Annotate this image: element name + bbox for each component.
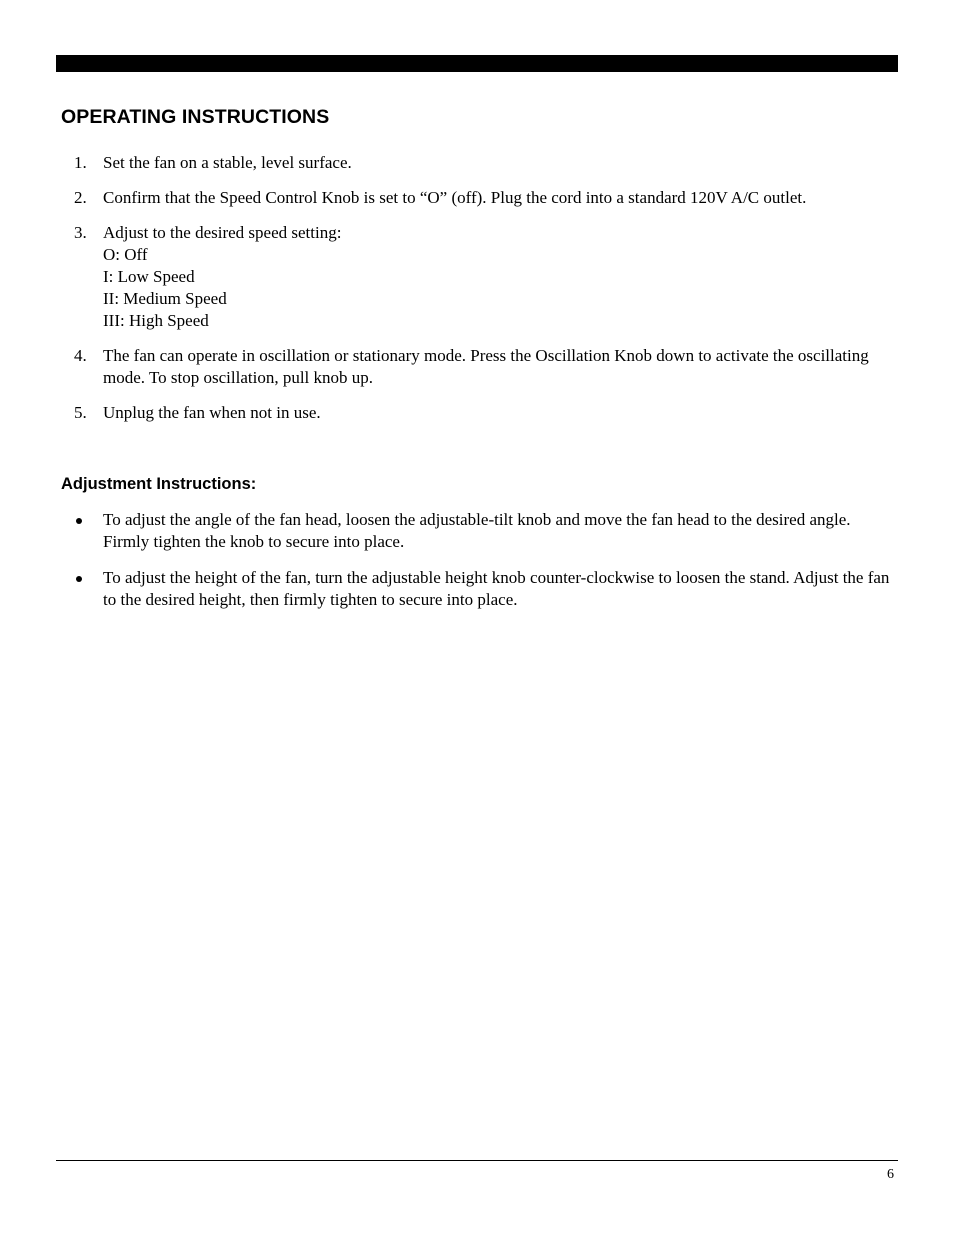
header-bar xyxy=(56,55,898,72)
step-text: Unplug the fan when not in use. xyxy=(103,403,321,422)
bullet-icon xyxy=(76,518,82,524)
list-item xyxy=(0,222,954,332)
list-item xyxy=(0,402,954,424)
list-item xyxy=(0,345,954,389)
bullet-text: To adjust the height of the fan, turn the adjustable height knob counter-clockwise to loosen the stand. Adjust the fan to the desired height, then firmly tighten to secure into place. xyxy=(103,568,890,609)
step-number: 4. xyxy=(74,346,87,365)
step-number: 5. xyxy=(74,403,87,422)
bullet-text: To adjust the angle of the fan head, loosen the adjustable-tilt knob and move the fan head to the desired angle. Firmly tighten the knob to secure into place. xyxy=(103,510,851,551)
list-item xyxy=(0,567,954,611)
adjustment-list xyxy=(0,509,954,625)
list-item xyxy=(0,152,954,174)
speed-setting-low: I: Low Speed xyxy=(103,267,195,286)
step-number: 3. xyxy=(74,223,87,242)
step-text: Set the fan on a stable, level surface. xyxy=(103,153,352,172)
step-number: 2. xyxy=(74,188,87,207)
step-text: The fan can operate in oscillation or stationary mode. Press the Oscillation Knob down to activate the oscillating mode. To stop oscillation, pull knob up. xyxy=(103,346,869,387)
speed-setting-medium: II: Medium Speed xyxy=(103,289,227,308)
page-number: 6 xyxy=(887,1167,894,1182)
step-text: Confirm that the Speed Control Knob is set to “O” (off). Plug the cord into a standard 120V A/C outlet. xyxy=(103,188,807,207)
adjustment-heading: Adjustment Instructions: xyxy=(61,475,257,493)
list-item xyxy=(0,509,954,553)
step-text: Adjust to the desired speed setting: xyxy=(103,223,342,242)
speed-setting-off: O: Off xyxy=(103,245,148,264)
step-number: 1. xyxy=(74,153,87,172)
footer-divider xyxy=(56,1160,898,1161)
list-item xyxy=(0,187,954,209)
section-heading: OPERATING INSTRUCTIONS xyxy=(61,106,330,128)
bullet-icon xyxy=(76,576,82,582)
speed-setting-high: III: High Speed xyxy=(103,311,209,330)
operating-steps-list xyxy=(0,152,954,437)
